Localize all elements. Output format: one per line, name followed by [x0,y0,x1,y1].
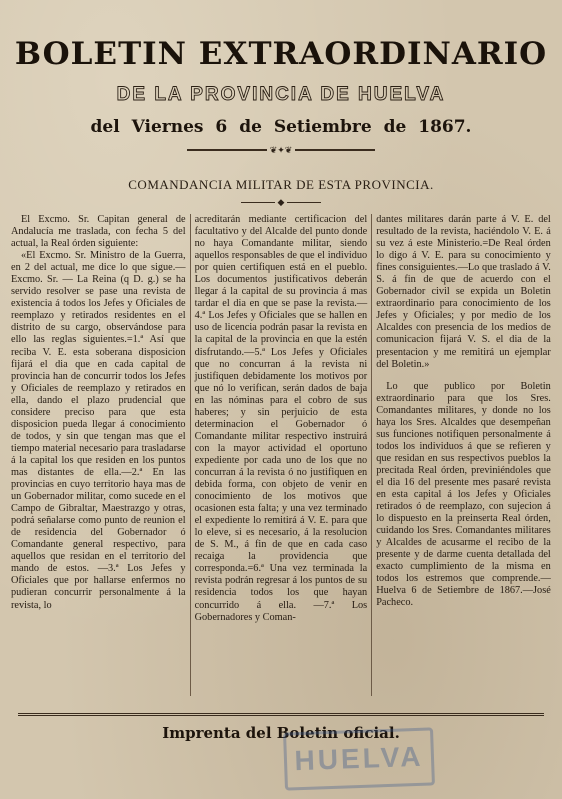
section-divider [0,197,562,207]
article-paragraph: El Excmo. Sr. Capitan general de Andalucía me traslada, con fecha 5 del actual, la Real órden siguiente: [11,214,186,250]
ornamental-divider [0,145,562,155]
date-day: 6 [215,117,228,137]
date-weekday: Viernes [131,117,204,137]
date-prefix: del [90,117,120,137]
footer-rule [18,713,544,716]
divider-flourish-icon: ◆ [277,197,285,207]
article-column-3 [372,214,555,696]
printer-imprint: Imprenta del Boletin oficial. [162,724,400,742]
date-connector: de [383,117,407,137]
divider-line [187,149,267,151]
section-heading: COMANDANCIA MILITAR DE ESTA PROVINCIA. [128,177,434,192]
divider-line [295,149,375,151]
article-paragraph: dantes militares darán parte á V. E. del resultado de la revista, haciéndolo V. E. á su vez á este Ministerio.=De Real órden lo digo á V. E. para su conocimiento y fines consiguientes.—Lo que traslado á V. S. á fin de que de acuerdo con el Gobernador civil se expida un Boletin extraordinario para conocimiento de los Jefes y Oficiales; y por medio de los Alcaldes con presencia de los medios de comunicacion fijará V. S. el dia de la presentacion y me remitirá un ejemplar del Boletin.» [376,214,551,370]
article-columns [7,214,555,696]
date-year: 1867. [418,117,472,137]
article-column-1 [7,214,190,696]
article-paragraph: acreditarán mediante certificacion del facultativo y del Alcalde del punto donde no haya Comandante militar, siendo aquellos responsables de que el individuo por quien certifiquen está en el pueblo. Los documentos justificativos deberán llegar á la capital de su provincia á mas tardar el dia en que se pase la revista.—4.ª Los Jefes y Oficiales que se hallen en uso de licencia podrán pasar la revista en la capital de la provincia en que la estén disfrutando.—5.ª Los Jefes y Oficiales que no concurran á la revista ni justifiquen debidamente los motivos por que nó lo verifican, serán dados de baja en las nóminas para el cobro de sus haberes; y sin perjuicio de esta determinacion el Gobernador ó Comandante militar respectivo instruirá con la mayor actividad el oportuno expediente por cada uno de los que no concurran á la revista ó no justifiquen en debida forma, con objeto de venir en conocimiento de los motivos que ocasionen esta falta; y una vez terminado el expediente lo remitirá á V. E. para que lo eleve, si es necesario, á la resolucion de S. M., á fin de que en cada caso recaiga la providencia que corresponda.=6.ª Una vez terminada la revista podrán regresar á los puntos de su residencia todos los que hayan concurrido á ella. —7.ª Los Gobernadores y Coman- [194,214,368,623]
article-paragraph: «El Excmo. Sr. Ministro de la Guerra, en 2 del actual, me dice lo que sigue.—Excmo. Sr. — La Reina (q D. g.) se ha servido resolver se pase una revista de existencia á todos los Jefes y Oficiales de reemplazo y retirados residentes en el distrito de su cargo, observándose para ello las reglas siguientes.=1.ª Así que reciba V. E. esta soberana disposicion fijará el dia que en cada capital de provincia han de concurrir todos los Jefes y Oficiales de reemplazo y retirados en ella, dando el plazo prudencial que considere preciso para que esta disposicion pueda llegar á conocimiento de todos, y sin que tengan mas que el tiempo material necesario para trasladarse á la capital los que residen en los puntos mas distantes de ella.—2.ª En las provincias en cuyo territorio haya mas de un Gobernador militar, como sucede en el Campo de Gibraltar, Maestrazgo y otras, podrá señalarse como punto de reunion el de residencia del Gobernador ó Comandante general respectivo, para aquellos que residan en el territorio del mando de estos. —3.ª Los Jefes y Oficiales que por hallarse enfermos no pudieran concurrir personalmente á la revista, lo [11,250,186,611]
date-month: Setiembre [273,117,372,137]
library-stamp-watermark: HUELVA [283,727,435,790]
issue-dateline [0,117,562,137]
date-connector: de [239,117,262,137]
divider-line [241,202,275,203]
divider-flourish-icon: ❦✦❦ [269,145,293,155]
masthead-subtitle: DE LA PROVINCIA DE HUELVA [116,84,446,105]
masthead-title: BOLETIN EXTRAORDINARIO [14,36,548,72]
divider-line [287,202,321,203]
article-column-2 [190,214,373,696]
article-paragraph: Lo que publico por Boletin extraordinario para que los Sres. Comandantes militares, y donde no los haya los Sres. Alcaldes que desempeñan sus funciones notifiquen personalmente á todos los individuos á que se refieren y que residan en sus respectivos pueblos la precitada Real órden, previniéndoles que el dia 16 del presente mes pasaré revista en esta capital á los Jefes y Oficiales retirados ó de reemplazo, con sujecion á lo dispuesto en la preinserta Real órden, cuidando los Sres. Comandantes militares y Alcaldes de acusarme el recibo de la presente y de darme cuenta detallada del exacto cumplimiento de la misma en todos los estremos que comprende.—Huelva 6 de Setiembre de 1867.—José Pacheco. [376,380,551,609]
